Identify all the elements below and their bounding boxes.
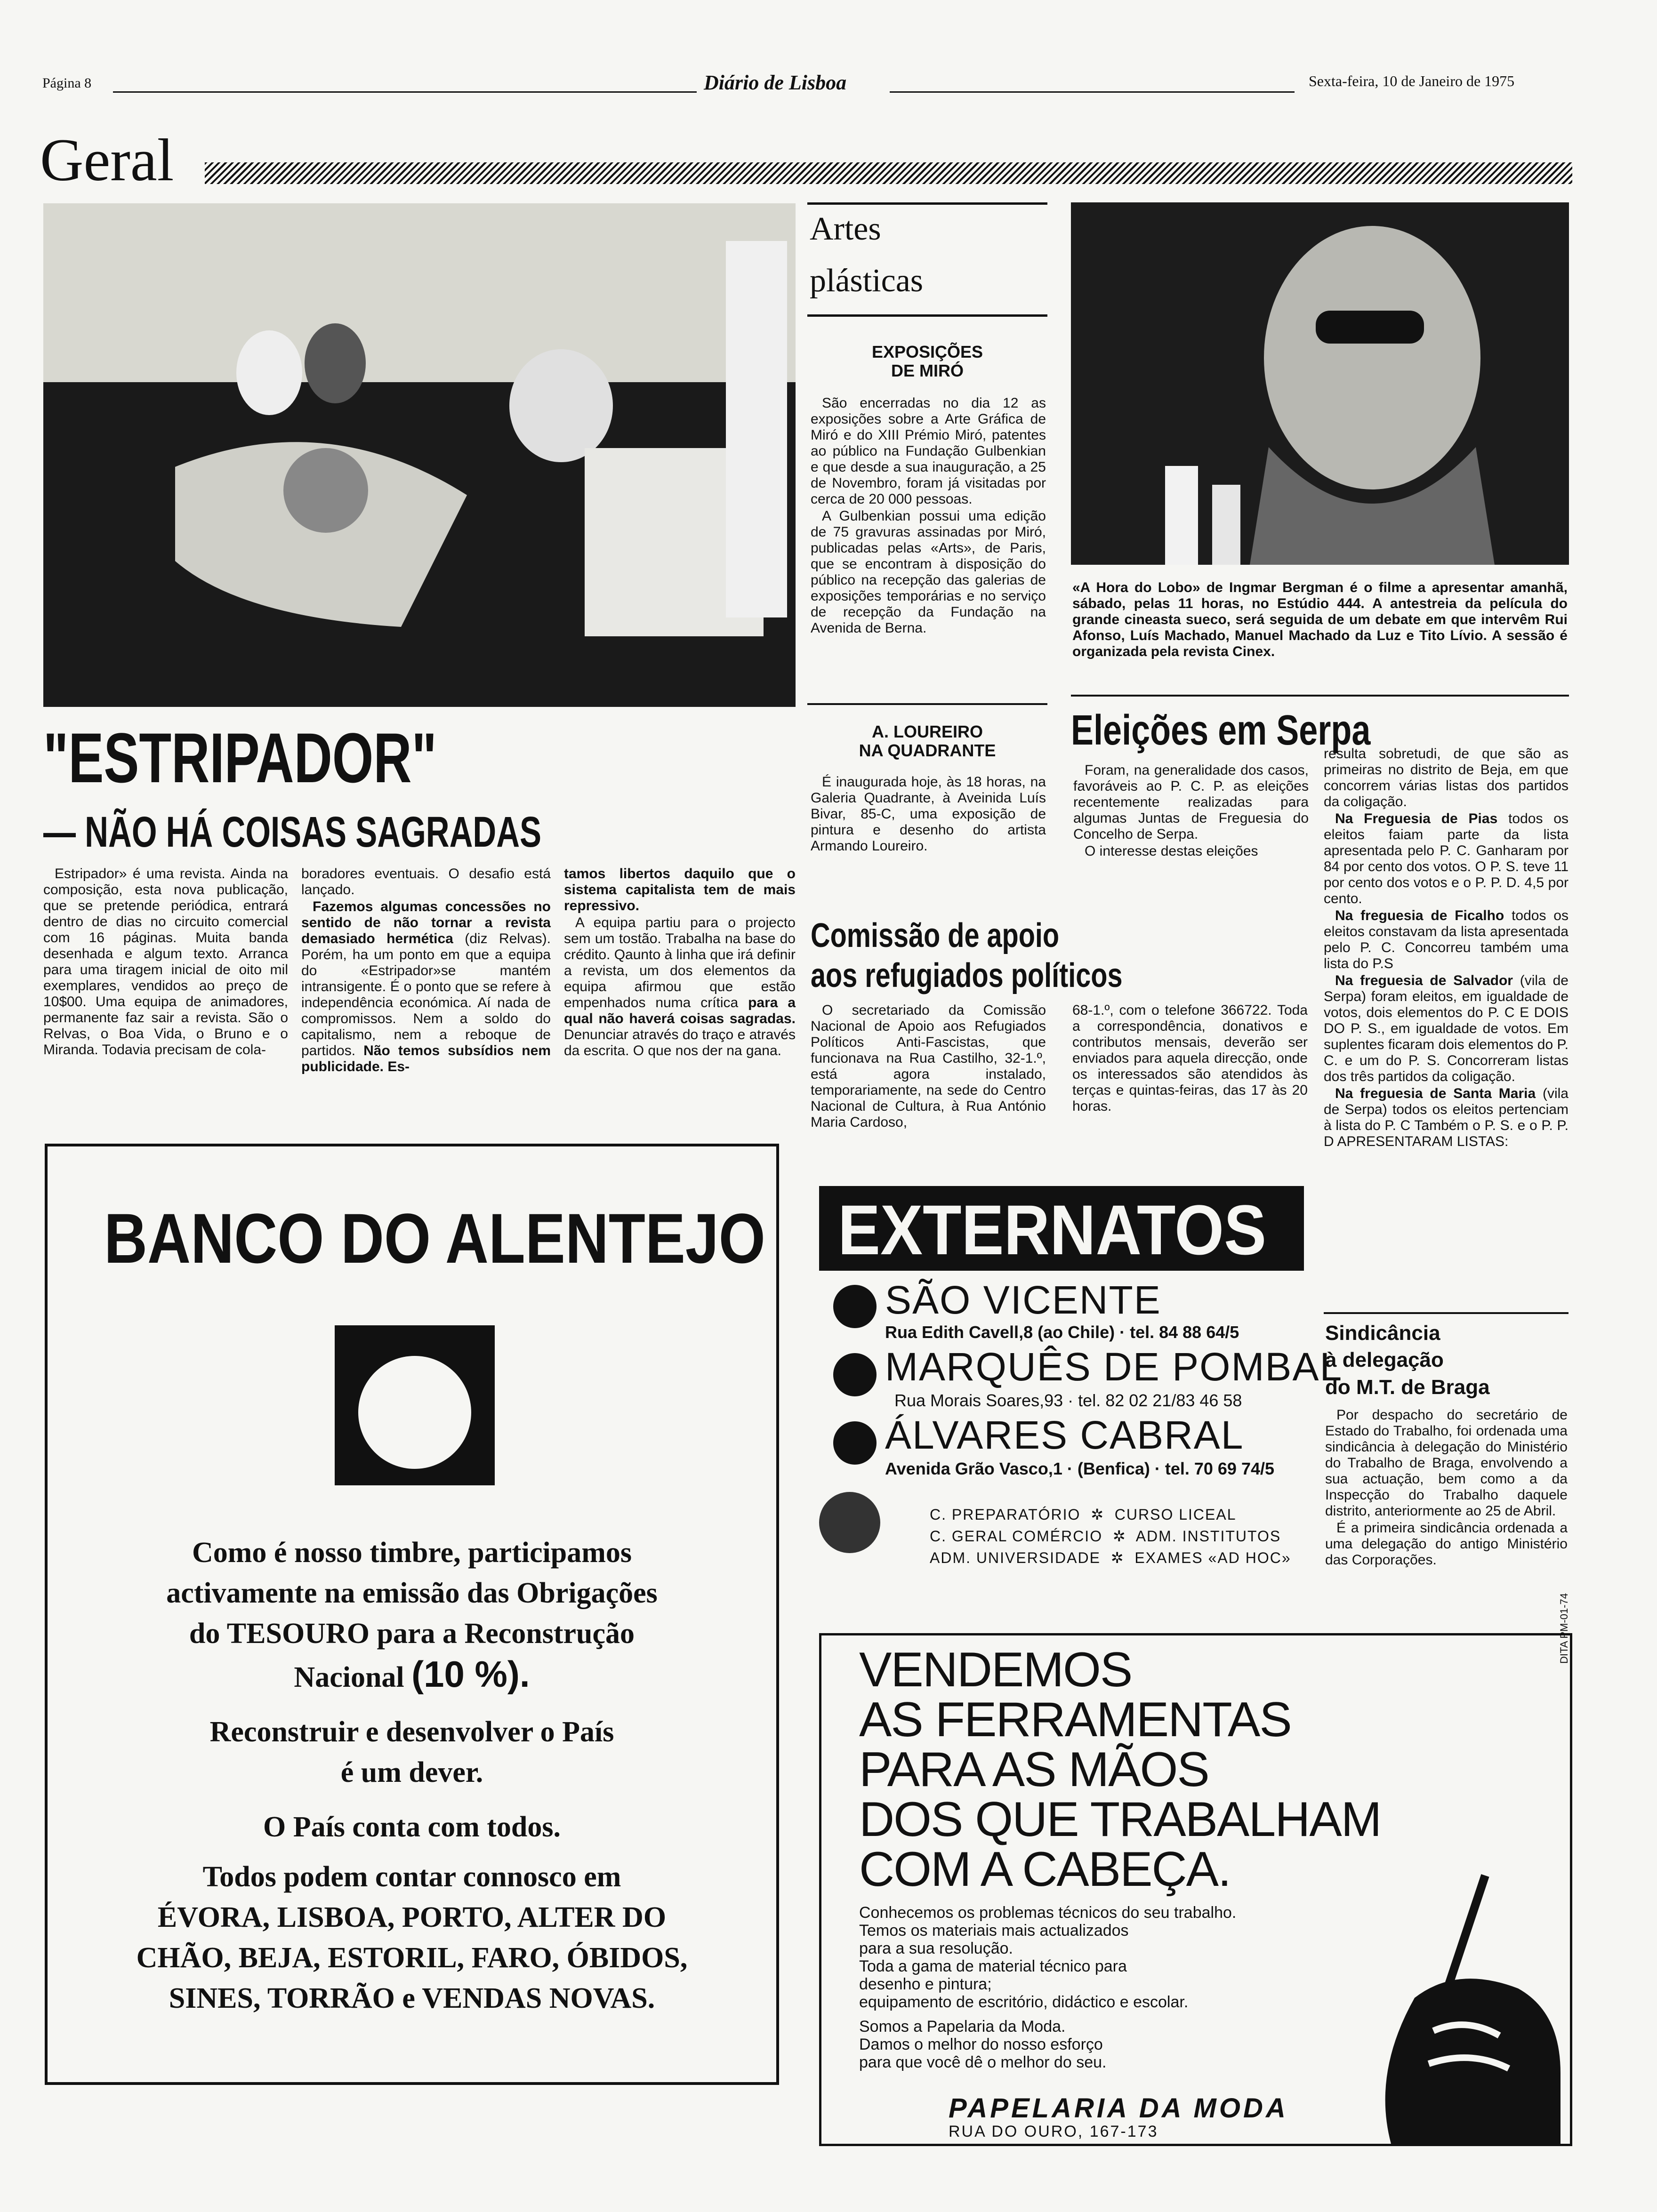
serpa-headline: Eleições em Serpa [1071, 707, 1371, 754]
section-title: Geral [40, 127, 174, 193]
banco-line-3: do TESOURO para a Reconstrução [189, 1618, 635, 1650]
hand-with-pencil-icon [1363, 1857, 1565, 2144]
alvares-cabral-logo-icon [833, 1421, 877, 1465]
banco-line-6: é um dever. [340, 1756, 483, 1788]
externatos-title: EXTERNATOS [838, 1190, 1267, 1269]
loureiro-headline-1: A. LOUREIRO [871, 722, 983, 741]
banco-line-7: O País conta com todos. [263, 1811, 561, 1843]
artes-top-rule [807, 202, 1047, 205]
bergman-caption: «A Hora do Lobo» de Ingmar Bergman é o filme a apresentar amanhã, sábado, pelas 11 horas, no Estúdio 444. A antestreia da película do grande cineasta sueco, será seguida de um debate em que intervêm Rui Afonso, Luís Machado, Manuel Machado da Luz e Tito Lívio. A sessão é organizada pela revista Cinex. [1072, 580, 1568, 659]
section-hatch-bar [205, 162, 1572, 184]
group-reading-comics-image [43, 203, 796, 707]
estripador-column-1 [43, 866, 288, 1059]
course-2: CURSO LICEAL [1114, 1506, 1237, 1523]
banco-alentejo-ad [45, 1144, 779, 2085]
serpa-ficalho-label: Na freguesia de Ficalho [1335, 908, 1504, 923]
serpa-column-2 [1324, 746, 1569, 1151]
serpa-col2-intro: resulta sobretudi, de que são as primeiras no distrito de Beja, em que concorrem várias listas dos partidos da coligação. [1324, 746, 1569, 809]
miro-headline-2: DE MIRÓ [891, 361, 964, 380]
papelaria-b1: Conhecemos os problemas técnicos do seu trabalho. [859, 1904, 1237, 1922]
bergman-photo [1071, 202, 1569, 565]
braga-paragraph-2: É a primeira sindicância ordenada a uma delegação do antigo Ministério das Corporações. [1325, 1520, 1568, 1568]
alvares-cabral-name: ÁLVARES CABRAL [885, 1413, 1244, 1457]
externatos-banner [819, 1186, 1304, 1271]
ingmar-bergman-portrait-image [1071, 202, 1569, 565]
banco-line-10: CHÃO, BEJA, ESTORIL, FARO, ÓBIDOS, [136, 1942, 688, 1974]
braga-paragraph-1: Por despacho do secretário de Estado do Trabalho, foi ordenada uma sindicância à delegação do Ministério do Trabalho de Braga, envolvendo a sua actuação, bem como a da Inspecção do Trabalho daquele distrito, anteriormente ao 25 de Abril. [1325, 1407, 1568, 1519]
course-1: C. PREPARATÓRIO [930, 1506, 1081, 1523]
issue-date: Sexta-feira, 10 de Janeiro de 1975 [1309, 72, 1515, 89]
refugiados-col1-text: O secretariado da Comissão Nacional de Apoio aos Refugiados Políticos Anti-Fascistas, que funcionava na Rua Castilho, 32-1.º, está agora instalado, temporariamente, na sede do Centro Nacional de Cultura, à Rua António Maria Cardoso, [811, 1002, 1046, 1130]
alvares-cabral-address: Avenida Grão Vasco,1 · (Benfica) · tel. 70 69 74/5 [885, 1459, 1275, 1478]
sao-vicente-logo-icon [833, 1285, 877, 1328]
papelaria-h1: VENDEMOS [859, 1643, 1132, 1697]
braga-headline-2: à delegação [1325, 1348, 1444, 1371]
banco-line-8: Todos podem contar connosco em [202, 1861, 621, 1893]
papelaria-body [859, 1904, 1236, 2071]
banco-line-5: Reconstruir e desenvolver o País [209, 1716, 614, 1748]
papelaria-b6: equipamento de escritório, didáctico e escolar. [859, 1993, 1189, 2011]
serpa-pias-text: todos os eleitos faiam parte da lista apresentada pelo P. C. Ganharam por 84 por cento dos votos. O P. S. teve 11 por cento dos votos e o P. P. D. 4,5 por cento. [1324, 811, 1569, 906]
course-6: EXAMES «AD HOC» [1134, 1549, 1291, 1566]
marques-pombal-logo-icon [833, 1353, 877, 1396]
papelaria-headline [859, 1643, 1381, 1897]
estripador-column-2 [301, 866, 551, 1076]
loureiro-paragraph: É inaugurada hoje, às 18 horas, na Galeria Quadrante, à Aveinida Luís Bivar, 85-C, uma exposição de pintura e desenho do artista Armando Loureiro. [811, 774, 1046, 854]
banco-line-11: SINES, TORRÃO e VENDAS NOVAS. [169, 1982, 655, 2014]
serpa-ficalho-text: todos os eleitos constavam da lista apresentada pelo P. C. Concorreu também uma lista do P.S [1324, 908, 1569, 971]
estripador-headline: "ESTRIPADOR" [43, 718, 437, 797]
sao-vicente-name: SÃO VICENTE [885, 1278, 1161, 1322]
papelaria-h5: COM A CABEÇA. [859, 1842, 1231, 1897]
estripador-photo [43, 203, 796, 707]
banco-copy [48, 1532, 776, 2019]
miro-article [811, 395, 1046, 637]
banco-title: BANCO DO ALENTEJO [104, 1199, 765, 1278]
braga-article [1325, 1407, 1568, 1569]
artes-title-line1: Artes [810, 211, 881, 247]
braga-headline-1: Sindicância [1325, 1322, 1440, 1345]
papelaria-b4: Toda a gama de material técnico para [859, 1957, 1127, 1975]
loureiro-headline-2: NA QUADRANTE [859, 741, 996, 760]
serpa-santamaria-label: Na freguesia de Santa Maria [1335, 1086, 1536, 1101]
serpa-santamaria-text: (vila de Serpa) todos os eleitos pertenciam à lista do P. C Também o P. S. e o P. P. D APRESENTARAM LISTAS: [1324, 1086, 1569, 1149]
page-number: Página 8 [42, 75, 92, 91]
serpa-salvador-text: (vila de Serpa) foram eleitos, em igualdade de votos, dois elementos do P. C E DOIS DO P. S., em igualdade de votos. Em suplentes ficaram dois elementos do P. C. e um do P. S. Concorreram listas dos três partidos da coligação. [1324, 973, 1569, 1084]
serpa-col1-text: Foram, na generalidade dos casos, favoráveis ao P. C. P. as eleições recentemente realizadas para algumas Juntas de Freguesia do Concelho de Serpa. [1073, 762, 1309, 842]
refugiados-column-1 [811, 1002, 1046, 1131]
paper-name: Diário de Lisboa [704, 71, 847, 94]
banco-logo-icon [335, 1325, 495, 1485]
banco-line-4a: Nacional [294, 1661, 404, 1693]
loureiro-article [811, 774, 1046, 855]
estripador-col2-bold-b: Fazemos algumas concessões no sentido de não tornar a revista demasiado hermética [301, 899, 551, 946]
papelaria-brand: PAPELARIA DA MODA [949, 2093, 1288, 2124]
braga-headline-3: do M.T. de Braga [1325, 1376, 1490, 1399]
papelaria-b3: para a sua resolução. [859, 1940, 1013, 1957]
estripador-column-3 [564, 866, 796, 1060]
papelaria-b7: Somos a Papelaria da Moda. [859, 2018, 1066, 2036]
artes-title-rule [807, 314, 1047, 317]
serpa-pias-label: Na Freguesia de Pias [1335, 811, 1498, 826]
sao-vicente-address: Rua Edith Cavell,8 (ao Chile) · tel. 84 88 64/5 [885, 1322, 1239, 1342]
estripador-subheadline: — NÃO HÁ COISAS SAGRADAS [43, 808, 542, 856]
course-5: ADM. UNIVERSIDADE [930, 1549, 1101, 1566]
refugiados-headline-2: aos refugiados políticos [811, 957, 1123, 994]
papelaria-b5: desenho e pintura; [859, 1975, 992, 1993]
estripador-col3-bold-c: para a qual não haverá coisas sagradas. [564, 995, 796, 1026]
papelaria-ad [819, 1593, 1572, 2146]
serpa-col1-text-b: O interesse destas eleições [1085, 843, 1258, 859]
masthead-rule-left [113, 91, 697, 93]
estripador-col1-text: Estripador» é uma revista. Ainda na composição, esta nova publicação, que se pretende periódica, entrará dentro de dias no circuito comercial com 16 páginas. Muita banda desenhada e algum texto. Arranca para uma tiragem inicial de oito mil exemplares, vendidos ao preço de 10$00. Uma equipa de animadores, permanente faz sair a revista. São o Relvas, o Boa Vida, o Bruno e o Miranda. Todavia precisam de cola- [43, 866, 288, 1058]
masthead-rule-right [890, 91, 1295, 93]
banco-line-1: Como é nosso timbre, participamos [192, 1537, 632, 1569]
marques-pombal-name: MARQUÊS DE POMBAL [885, 1345, 1343, 1389]
papelaria-b9: para que você dê o melhor do seu. [859, 2053, 1107, 2071]
externatos-courses: C. PREPARATÓRIO ✲ CURSO LICEAL C. GERAL COMÉRCIO ✲ ADM. INSTITUTOS ADM. UNIVERSIDADE ✲ EXAMES «AD HOC» [930, 1506, 1291, 1566]
externatos-emblem-icon [819, 1492, 880, 1553]
papelaria-b8: Damos o melhor do nosso esforço [859, 2036, 1103, 2053]
estripador-col2-text-c: (diz Relvas). Porém, ha um ponto em que a equipa do «Estripador»se mantém intransigente. É o ponto que se refere à independência económica. Aí nada de compromissos. Nem a soldo do capitalismo, nem a reboque de partidos. [301, 931, 551, 1058]
miro-paragraph-2: A Gulbenkian possui uma edição de 75 gravuras assinadas por Miró, publicadas pelas «Arts», de Paris, que se encontram à disposição do público na recepção das galerias de exposições temporárias e no serviço de recepção da Fundação na Avenida de Berna. [811, 508, 1046, 636]
banco-line-2: activamente na emissão das Obrigações [166, 1577, 658, 1609]
banco-line-9: ÉVORA, LISBOA, PORTO, ALTER DO [157, 1901, 667, 1933]
papelaria-h3: PARA AS MÃOS [859, 1742, 1209, 1797]
refugiados-headline-1: Comissão de apoio [811, 917, 1060, 954]
miro-headline-1: EXPOSIÇÕES [871, 342, 983, 361]
estripador-col3-bold-a: tamos libertos daquilo que o sistema capitalista tem de mais repressivo. [564, 866, 796, 914]
papelaria-h2: AS FERRAMENTAS [859, 1692, 1291, 1747]
estripador-col2-bold-d: Não temos subsídios nem publicidade. Es- [301, 1043, 551, 1074]
course-4: ADM. INSTITUTOS [1135, 1528, 1281, 1545]
serpa-salvador-label: Na freguesia de Salvador [1335, 973, 1513, 988]
bergman-bottom-rule [1071, 695, 1569, 697]
miro-paragraph-1: São encerradas no dia 12 as exposições sobre a Arte Gráfica de Miró e do XIII Prémio Miró, patentes ao público na Fundação Gulbenkian e que desde a sua inauguração, a 25 de Novembro, foram já visitadas por cerca de 20 000 pessoas. [811, 395, 1046, 507]
papelaria-address: RUA DO OURO, 167-173 [949, 2123, 1158, 2140]
banco-line-4 [48, 1654, 776, 1698]
course-3: C. GERAL COMÉRCIO [930, 1528, 1103, 1545]
serpa-column-1 [1073, 762, 1309, 860]
banco-line-4b: (10 %). [411, 1653, 530, 1695]
estripador-col2-text-a: boradores eventuais. O desafio está lançado. [301, 866, 551, 898]
papelaria-b2: Temos os materiais mais actualizados [859, 1922, 1129, 1940]
miro-bottom-rule [807, 703, 1047, 705]
refugiados-column-2 [1072, 1002, 1308, 1115]
marques-pombal-address: Rua Morais Soares,93 · tel. 82 02 21/83 46 58 [894, 1391, 1242, 1410]
papelaria-ad-code: DITA PM-01-74 [1558, 1593, 1570, 1664]
braga-top-rule [1324, 1312, 1569, 1314]
estripador-col3-text-b: A equipa partiu para o projecto sem um tostão. Trabalha na base do crédito. Qaunto à linha que irá definir a revista, um dos elementos da equipa afirmou que estão empenhados numa crítica [564, 915, 796, 1010]
estripador-col3-text-d: Denunciar através do traço e através da escrita. O que nos der na gana. [564, 1027, 796, 1058]
artes-title-line2: plásticas [810, 263, 924, 299]
papelaria-h4: DOS QUE TRABALHAM [859, 1792, 1381, 1847]
refugiados-col2-text: 68-1.º, com o telefone 366722. Toda a correspondência, donativos e contributos mensais, deverão ser enviados para aquela direcção, onde os interessados são atendidos às terças e quintas-feiras, das 17 às 20 horas. [1072, 1002, 1308, 1114]
